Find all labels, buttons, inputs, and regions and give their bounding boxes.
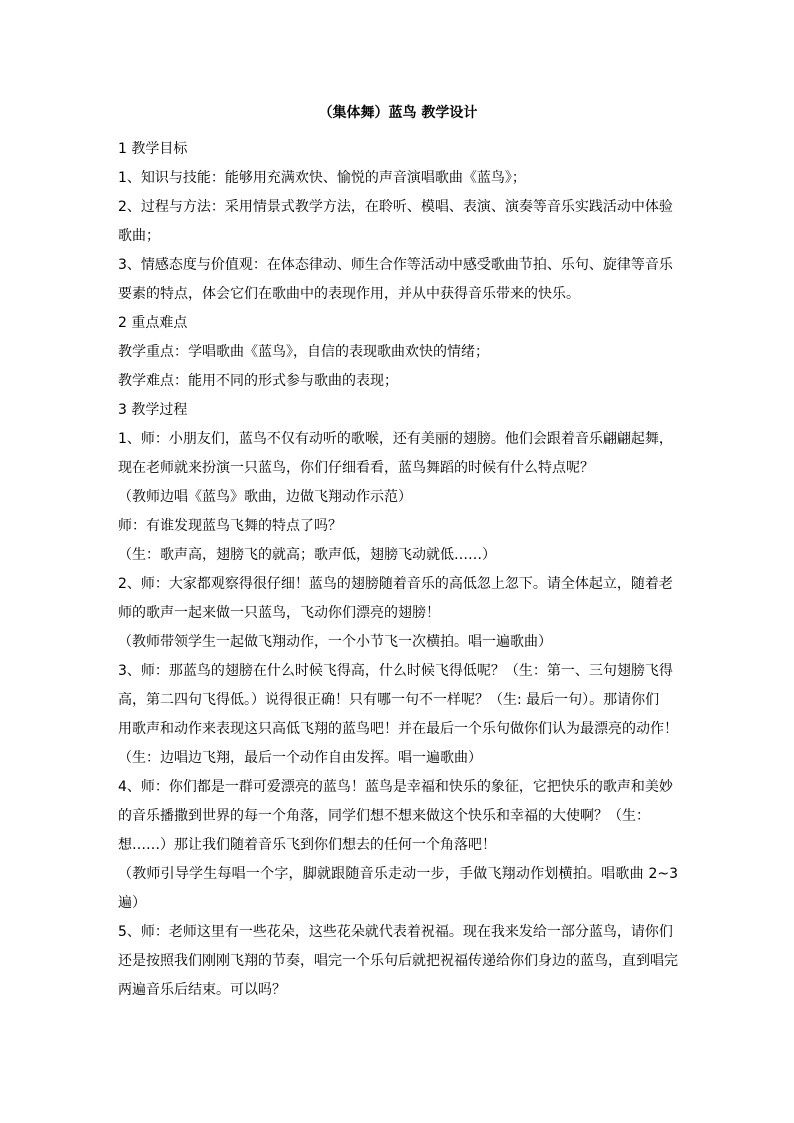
section-heading-process: 3 教学过程 [118,402,188,418]
paragraph-difficult-point: 教学难点：能用不同的形式参与歌曲的表现； [118,373,398,389]
document-title: （集体舞）蓝鸟 教学设计 [318,105,478,121]
paragraph-emotion-values: 3、情感态度与价值观：在体态律动、师生合作等活动中感受歌曲节拍、乐句、旋律等音乐 要素的特点，体会它们在歌曲中的表现作用，并从中获得音乐带来的快乐。 [118,257,673,302]
document-page [118,103,678,1005]
paragraph-step-5: 5、师：老师这里有一些花朵，这些花朵就代表着祝福。现在我来发给一部分蓝鸟，请你们 还是按照我们刚刚飞翔的节奏，唱完一个乐句后就把祝福传递给你们身边的蓝鸟，直到唱完 两遍音乐后结束。可以吗？ [118,924,678,998]
paragraph-step-2: 2、师：大家都观察得很仔细！蓝鸟的翅膀随着音乐的高低忽上忽下。请全体起立，随着老 师的歌声一起来做一只蓝鸟，飞动你们漂亮的翅膀！ [118,576,673,621]
paragraph-step-2-note: （教师带领学生一起做飞翔动作，一个小节飞一次横拍。唱一遍歌曲） [118,634,552,650]
paragraph-process-method: 2、过程与方法：采用情景式教学方法，在聆听、模唱、表演、演奏等音乐实践活动中体验 歌曲； [118,199,673,244]
section-heading-goals: 1 教学目标 [118,141,188,157]
paragraph-step-1-question: 师：有谁发现蓝鸟飞舞的特点了吗？ [118,518,342,534]
paragraph-key-point: 教学重点：学唱歌曲《蓝鸟》，自信的表现歌曲欢快的情绪； [118,344,489,360]
paragraph-knowledge-skills: 1、知识与技能：能够用充满欢快、愉悦的声音演唱歌曲《蓝鸟》； [118,170,526,186]
paragraph-step-3-note: （生：边唱边飞翔，最后一个动作自由发挥。唱一遍歌曲） [118,750,482,766]
paragraph-step-1: 1、师：小朋友们，蓝鸟不仅有动听的歌喉，还有美丽的翅膀。他们会跟着音乐翩翩起舞， 现在老师就来扮演一只蓝鸟，你们仔细看看，蓝鸟舞蹈的时候有什么特点呢？ [118,431,673,476]
paragraph-step-1-note: （教师边唱《蓝鸟》歌曲，边做飞翔动作示范） [118,489,412,505]
paragraph-step-3: 3、师：那蓝鸟的翅膀在什么时候飞得高，什么时候飞得低呢？（生：第一、三句翅膀飞得 高，第二四句飞得低。）说得很正确！只有哪一句不一样呢？（生: 最后一句）。那请你们 用歌声和动作来表现这只高低飞翔的蓝鸟吧！并在最后一个乐句做你们认为最漂亮的动作！ [118,663,678,737]
section-heading-key-points: 2 重点难点 [118,315,188,331]
paragraph-step-4-note: （教师引导学生每唱一个字，脚就跟随音乐走动一步，手做飞翔动作划横拍。唱歌曲 2~3 遍） [118,866,678,911]
paragraph-step-4: 4、师：你们都是一群可爱漂亮的蓝鸟！蓝鸟是幸福和快乐的象征，它把快乐的歌声和美妙 的音乐播撒到世界的每一个角落，同学们想不想来做这个快乐和幸福的大使啊？（生： 想……）那让我们随着音乐飞到你们想去的任何一个角落吧！ [118,779,673,853]
paragraph-step-1-answer: （生：歌声高，翅膀飞的就高；歌声低，翅膀飞动就低……） [118,547,496,563]
